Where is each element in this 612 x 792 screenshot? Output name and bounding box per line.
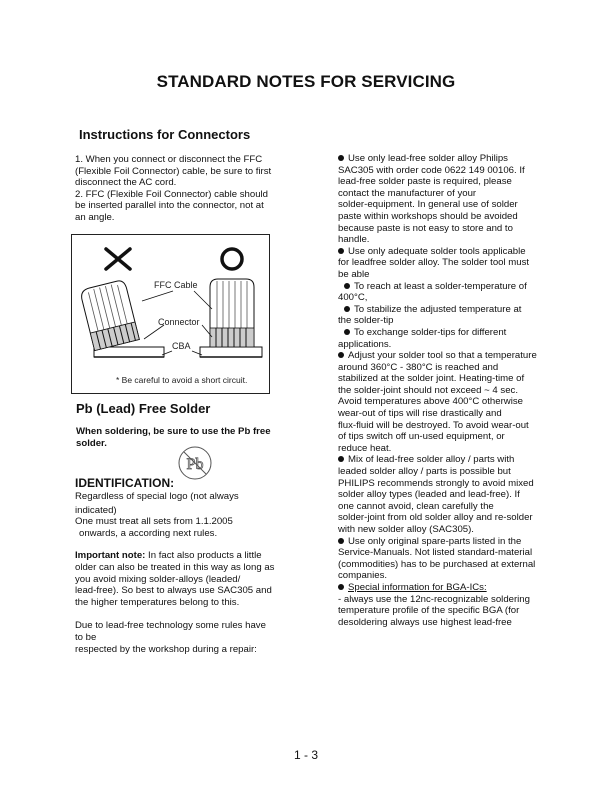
text-line: contact the manufacturer of your <box>338 187 477 199</box>
text-line: the higher temperatures belong to this. <box>75 596 240 608</box>
text-line: be able <box>338 268 370 280</box>
text-line: of tips switch off un-used equipment, or <box>338 431 505 443</box>
text-line: the solder-joint should not exceed ~ 4 sec. <box>338 384 518 396</box>
wrong-mark-icon <box>106 249 130 269</box>
text-line: the solder-tip <box>338 315 394 327</box>
text-line: reduce heat. <box>338 442 392 454</box>
text-line: solder-equipment. In general use of solder <box>338 199 518 211</box>
text-line: Due to lead-free technology some rules have <box>75 620 266 632</box>
bullet-icon <box>338 352 344 358</box>
text-line: paste within workshops should be avoided <box>338 210 518 222</box>
text-line: To exchange solder-tips for different <box>354 326 507 338</box>
bullet-icon <box>338 456 344 462</box>
text-line: older can also be treated in this way as long as <box>75 561 275 573</box>
bullet-icon <box>344 306 350 312</box>
text-line: Service-Manuals. Not listed standard-material <box>338 547 533 559</box>
bga-info-label: Special information for BGA-ICs: <box>348 581 487 593</box>
bullet-icon <box>344 283 350 289</box>
text-line: (Flexible Foil Connector) cable, be sure to first <box>75 165 272 177</box>
text-line: an angle. <box>75 211 115 223</box>
identification-heading: IDENTIFICATION: <box>75 476 175 490</box>
text-line: Use only adequate solder tools applicable <box>348 245 526 257</box>
text-line: onwards, a according next rules. <box>79 527 218 539</box>
text-line: flux-fluid will be destroyed. To avoid wear-out <box>338 419 529 431</box>
right-column <box>338 153 574 628</box>
text-line: 400°C, <box>338 292 368 304</box>
connectors-heading: Instructions for Connectors <box>79 127 251 142</box>
text-line: To reach at least a solder-temperature of <box>354 280 527 292</box>
pb-free-logo-icon <box>176 444 214 482</box>
text-line: stabilized at the solder joint. Heating-time of <box>338 373 525 385</box>
text-line: solder. <box>76 437 107 449</box>
text-line: SAC305 with order code 0622 149 00106. If <box>338 164 525 176</box>
text-line: one cannot avoid, clean carefully the <box>338 500 494 512</box>
bullet-icon <box>338 538 344 544</box>
text-line: Mix of lead-free solder alloy / parts with <box>348 454 515 466</box>
important-label: Important note: <box>75 550 146 562</box>
text-line: temperature profile of the specific BGA (for <box>338 605 520 617</box>
text-line: PHILIPS recommends strongly to avoid mixed <box>338 477 534 489</box>
text-line: Adjust your solder tool so that a temperature <box>348 350 537 362</box>
bullet-icon <box>338 584 344 590</box>
text-line: handle. <box>338 234 370 246</box>
connector-figure <box>71 234 270 394</box>
text-line: When soldering, be sure to use the Pb free <box>76 426 271 437</box>
bullet-icon <box>344 329 350 335</box>
text-line: solder-joint from old solder alloy and re-solder <box>338 512 533 524</box>
text-line: lead-free solder paste is required, please <box>338 176 512 188</box>
text-line: Regardless of special logo (not always <box>75 491 239 502</box>
figure-caption: * Be careful to avoid a short circuit. <box>116 375 248 385</box>
bullet-icon <box>338 248 344 254</box>
identification-text <box>75 491 297 655</box>
text-line: around 360°C - 380°C is reached and <box>338 361 499 373</box>
correct-mark-icon <box>222 249 242 269</box>
text-line: for leadfree solder alloy. The solder tool must <box>338 257 530 269</box>
text-line: with new solder alloy (SAC305). <box>338 524 474 535</box>
text-line: - always use the 12nc-recognizable soldering <box>338 593 530 605</box>
connector-illustration <box>72 235 269 393</box>
text-line: To stabilize the adjusted temperature at <box>354 303 522 315</box>
text-line: Avoid temperatures above 400°C otherwise <box>338 396 523 408</box>
text-line: companies. <box>338 570 388 582</box>
text-line: to be <box>75 631 97 643</box>
text-line: be inserted parallel into the connector, not at <box>75 200 264 212</box>
text-line: solder alloy types (leaded and lead-free). If <box>338 489 520 501</box>
bullet-icon <box>338 155 344 161</box>
connector-label: Connector <box>158 317 200 327</box>
text-line: (commodities) has to be purchased at external <box>338 558 536 570</box>
text-line: disconnect the AC cord. <box>75 177 177 189</box>
text-line: applications. <box>338 338 392 350</box>
text-line: One must treat all sets from 1.1.2005 <box>75 516 233 528</box>
text-line: leaded solder alloy / parts is possible but <box>338 466 511 478</box>
text-line: indicated) <box>75 504 117 516</box>
text-line: 2. FFC (Flexible Foil Connector) cable should <box>75 188 269 200</box>
text-line: In fact also products a little <box>145 550 262 562</box>
text-line: desoldering always use highest lead-free <box>338 616 512 628</box>
text-line: because paste is not easy to store and to <box>338 222 513 234</box>
connectors-text <box>75 154 295 224</box>
text-line: 1. When you connect or disconnect the FFC <box>75 154 263 165</box>
text-line: you avoid mixing solder-alloys (leaded/ <box>75 573 241 585</box>
page-title: STANDARD NOTES FOR SERVICING <box>156 72 456 91</box>
text-line: wear-out of tips will rise drastically and <box>338 408 502 420</box>
cba-label: CBA <box>172 341 191 351</box>
svg-text:Pb: Pb <box>186 456 204 473</box>
text-line: Use only lead-free solder alloy Philips <box>348 153 508 164</box>
page-number: 1 - 3 <box>293 748 318 762</box>
text-line: lead-free). So best to always use SAC305 and <box>75 585 272 597</box>
ffc-cable-label: FFC Cable <box>154 280 198 290</box>
text-line: respected by the workshop during a repair: <box>75 643 257 655</box>
pb-heading: Pb (Lead) Free Solder <box>76 401 211 416</box>
text-line: Use only original spare-parts listed in the <box>348 535 522 547</box>
